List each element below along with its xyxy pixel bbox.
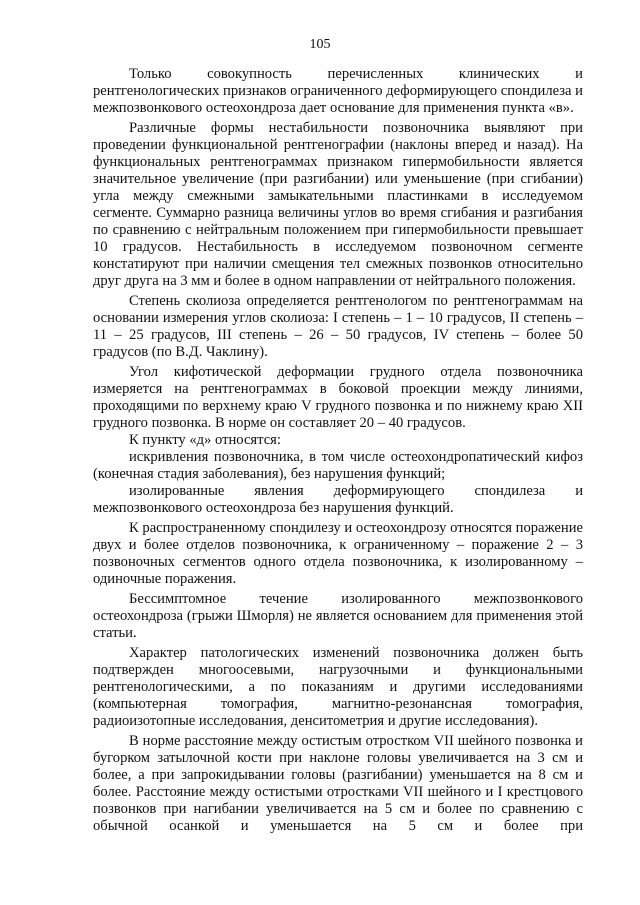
paragraph-8: К распространенному спондилезу и остеохондрозу относятся поражение двух и более отделов позвоночника, к ограниченному – поражение 2 – 3 позвоночных сегментов одного отдела позвоночника, к изолированному – одиночные поражения. (93, 520, 583, 587)
paragraph-6: искривления позвоночника, в том числе остеохондропатический кифоз (конечная стадия заболевания), без нарушения функций; (93, 449, 583, 482)
document-body (93, 66, 583, 835)
paragraph-5: К пункту «д» относятся: (129, 432, 281, 448)
paragraph-11: В норме расстояние между остистым отростком VII шейного позвонка и бугорком затылочной кости при наклоне головы увеличивается на 3 см и более, а при запрокидывании головы (разгибании) уменьшается на 8 см и более. Расстояние между остистыми отростками VII шейного и I крестцового позвонков при нагибании увеличивается на 5 см и более по сравнению с обычной осанкой и уменьшается на 5 см и более при (93, 733, 583, 834)
paragraph-3: Степень сколиоза определяется рентгенологом по рентгенограммам на основании измерения углов сколиоза: I степень – 1 – 10 градусов, II степень – 11 – 25 градусов, III степень – 26 – 50 градусов, IV степень – более 50 градусов (по В.Д. Чаклину). (93, 293, 583, 360)
paragraph-9: Бессимптомное течение изолированного межпозвонкового остеохондроза (грыжи Шморля) не является основанием для применения этой статьи. (93, 591, 583, 641)
page-number: 105 (309, 37, 331, 52)
paragraph-10: Характер патологических изменений позвоночника должен быть подтвержден многоосевыми, нагрузочными и функциональными рентгенологическими, а по показаниям и другими исследованиями (компьютерная томография, магнитно-резонансная томография, радиоизотопные исследования, денситометрия и другие исследования). (93, 645, 583, 729)
paragraph-7: изолированные явления деформирующего спондилеза и межпозвонкового остеохондроза без нарушения функций. (93, 483, 583, 516)
paragraph-2: Различные формы нестабильности позвоночника выявляют при проведении функциональной рентгенографии (наклоны вперед и назад). На функциональных рентгенограммах признаком гипермобильности является значительное увеличение (при разгибании) или уменьшение (при сгибании) угла между смежными замыкательными пластинками в исследуемом сегменте. Суммарно разница величины углов во время сгибания и разгибания по сравнению с нейтральным положением при гипермобильности превышает 10 градусов. Нестабильность в исследуемом позвоночном сегменте констатируют при наличии смещения тел смежных позвонков относительно друг друга на 3 мм и более в одном направлении от нейтрального положения. (93, 120, 583, 289)
paragraph-1: Только совокупность перечисленных клинических и рентгенологических признаков ограниченного деформирующего спондилеза и межпозвонкового остеохондроза дает основание для применения пункта «в». (93, 66, 583, 116)
paragraph-4: Угол кифотической деформации грудного отдела позвоночника измеряется на рентгенограммах в боковой проекции между линиями, проходящими по верхнему краю V грудного позвонка и по нижнему краю XII грудного позвонка. В норме он составляет 20 – 40 градусов. (93, 364, 583, 431)
